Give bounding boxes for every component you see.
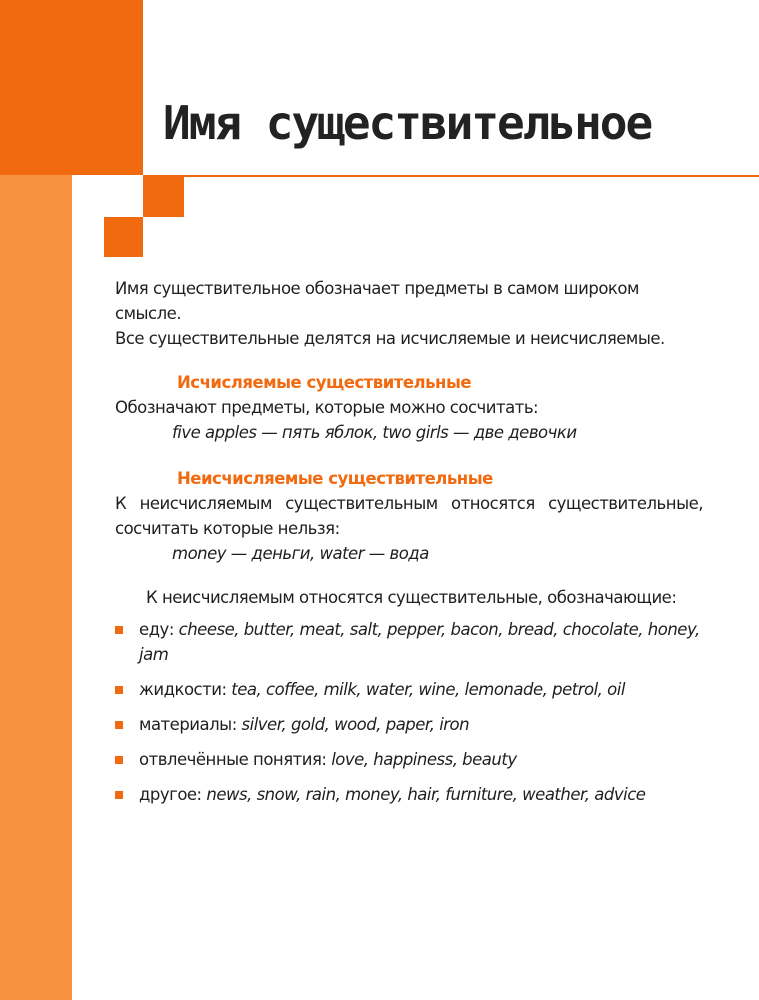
list-item — [115, 782, 703, 807]
category-items: cheese, butter, meat, salt, pepper, bacon, bread, chocolate, honey, jam — [139, 620, 700, 664]
square-bullet-icon — [115, 686, 123, 694]
title-underline — [143, 175, 759, 177]
countable-description: Обозначают предметы, которые можно сосчитать: — [115, 398, 539, 417]
square-bullet-icon — [115, 756, 123, 764]
category-items: silver, gold, wood, paper, iron — [241, 715, 470, 734]
category-items: love, happiness, beauty — [331, 750, 517, 769]
category-label: другое: — [139, 785, 207, 804]
categories-list — [115, 617, 703, 807]
decorative-top-block — [0, 0, 143, 175]
category-items: news, snow, rain, money, hair, furniture, weather, advice — [206, 785, 646, 804]
page-title: Имя существительное — [163, 96, 652, 150]
category-label: жидкости: — [139, 680, 232, 699]
categories-intro: К неисчисляемым относятся существительные, обозначающие: — [146, 588, 677, 607]
uncountable-heading: Неисчисляемые существительные — [177, 469, 493, 488]
countable-heading: Исчисляемые существительные — [177, 373, 472, 392]
square-bullet-icon — [115, 791, 123, 799]
category-label: отвлечённые понятия: — [139, 750, 332, 769]
category-items: tea, coffee, milk, water, wine, lemonade, petrol, oil — [231, 680, 625, 699]
uncountable-example: money — деньги, water — вода — [172, 544, 429, 563]
list-item — [115, 617, 703, 667]
list-item — [115, 747, 703, 772]
uncountable-description: К неисчисляемым существительным относятся существительные, — [115, 494, 703, 513]
list-item — [115, 712, 703, 737]
decorative-square — [143, 177, 184, 217]
intro-line: Все существительные делятся на исчисляемые и неисчисляемые. — [115, 329, 665, 348]
content — [115, 276, 703, 817]
category-label: материалы: — [139, 715, 242, 734]
decorative-square — [104, 217, 143, 257]
list-item — [115, 677, 703, 702]
square-bullet-icon — [115, 626, 123, 634]
intro-line: Имя существительное обозначает предметы в самом широком смысле. — [115, 279, 639, 323]
category-label: еду: — [139, 620, 179, 639]
square-bullet-icon — [115, 721, 123, 729]
countable-example: five apples — пять яблок, two girls — две девочки — [172, 423, 577, 442]
uncountable-description: сосчитать которые нельзя: — [115, 519, 340, 538]
